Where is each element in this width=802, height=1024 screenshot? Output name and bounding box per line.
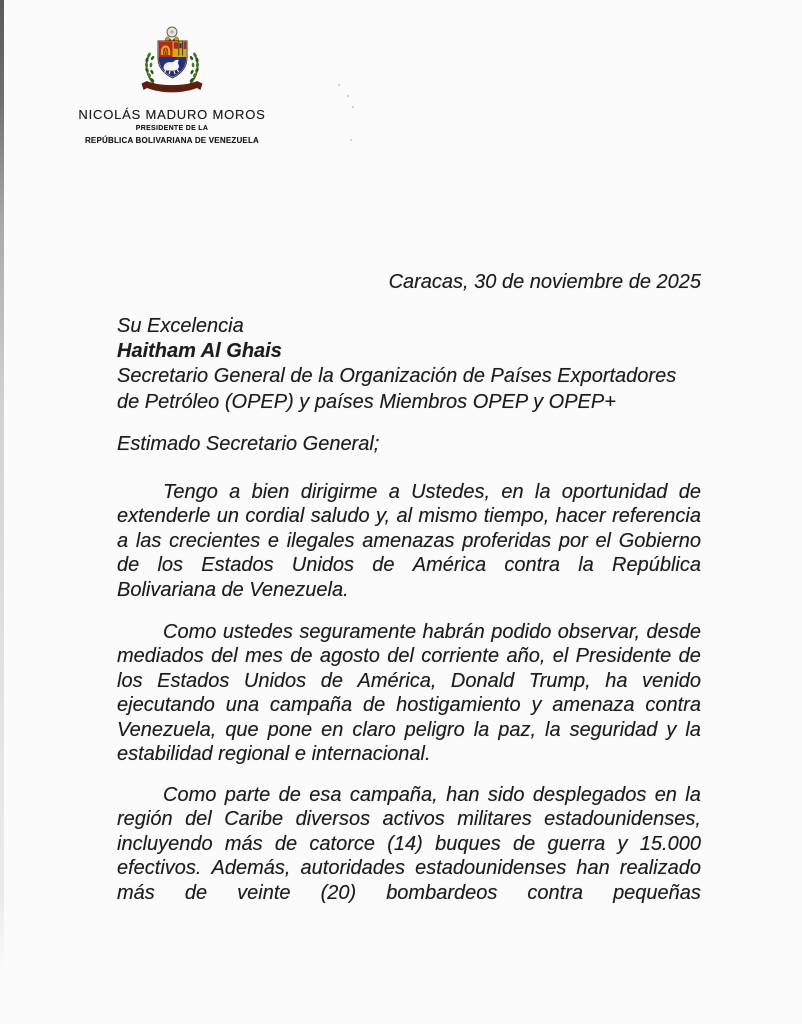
letter-line: a las crecientes e ilegales amenazas proferidas por el Gobierno (117, 529, 701, 552)
paragraph-1 (117, 480, 701, 602)
scan-speck (347, 95, 349, 97)
laurel-branch (145, 52, 155, 84)
recipient-honorific: Su Excelencia (117, 315, 244, 337)
letterhead-title-line1: PRESIDENTE DE LA (135, 125, 209, 132)
scan-speck (352, 106, 354, 108)
palm-branch (189, 52, 199, 84)
letter-line: extenderle un cordial saludo y, al mismo tiempo, hacer referencia (117, 505, 701, 528)
letter-line: los Estados Unidos de América, Donald Trump, ha venido (117, 669, 701, 692)
letter-line: más de veinte (20) bombardeos contra pequeñas (117, 881, 701, 904)
letter-line: estabilidad regional e internacional. (117, 742, 431, 765)
letter-line: Venezuela, que pone en claro peligro la paz, la seguridad y la (117, 718, 701, 741)
letter-line: región del Caribe diversos activos militares estadounidenses, (117, 808, 701, 831)
scan-speck (338, 84, 340, 86)
paragraph-3 (117, 783, 701, 905)
paragraph-2 (117, 620, 701, 766)
letter-line: ejecutando una campaña de hostigamiento y amenaza contra (117, 694, 701, 717)
letter-line: incluyendo más de catorce (14) buques de guerra y 15.000 (117, 832, 701, 855)
venezuela-coat-of-arms-icon (140, 24, 204, 96)
letter-line: de los Estados Unidos de América contra la República (117, 554, 701, 577)
recipient-name: Haitham Al Ghais (117, 340, 282, 363)
letter-line: Como ustedes seguramente habrán podido observar, desde (163, 621, 701, 643)
letter-line: mediados del mes de agosto del corriente año, el Presidente de (117, 645, 701, 668)
dateline: Caracas, 30 de noviembre de 2025 (388, 271, 701, 293)
recipient-title-line: Secretario General de la Organización de Países Exportadores (117, 365, 677, 388)
letter-line: efectivos. Además, autoridades estadounidenses han realizado (117, 857, 701, 880)
letterhead-title-line2: REPÚBLICA BOLIVARIANA DE VENEZUELA (84, 136, 260, 145)
letter-line: Como parte de esa campaña, han sido desplegados en la (163, 784, 701, 806)
letter-line: Tengo a bien dirigirme a Ustedes, en la oportunidad de (163, 481, 701, 503)
recipient-block (117, 314, 701, 415)
scan-speck (350, 139, 352, 141)
letterhead (46, 106, 298, 146)
recipient-title-line: de Petróleo (OPEP) y países Miembros OPEP y OPEP+ (117, 390, 616, 413)
greeting: Estimado Secretario General; (117, 433, 380, 455)
letterhead-name: NICOLÁS MADURO MOROS (78, 107, 266, 122)
letter-line: Bolivariana de Venezuela. (117, 578, 349, 601)
scan-edge-shadow (0, 0, 4, 975)
